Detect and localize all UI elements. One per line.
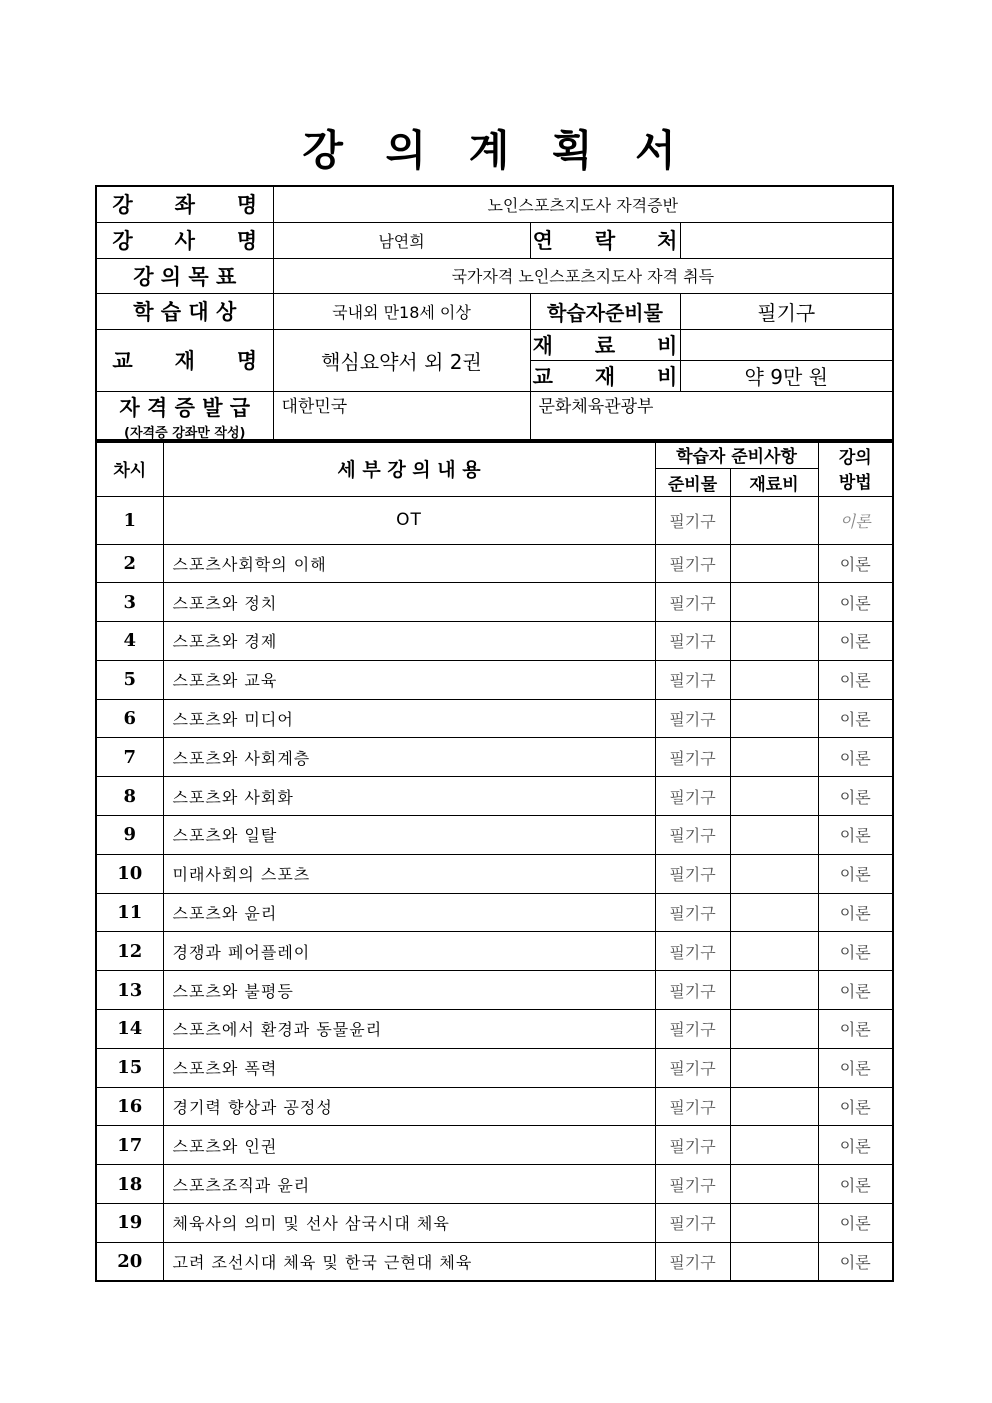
table-row: [96, 816, 893, 855]
textbook-value: 핵심요약서 외 2권: [273, 329, 530, 391]
session-fee: [730, 1087, 818, 1126]
session-method: 이론: [818, 583, 893, 622]
header-method: [818, 440, 893, 496]
session-fee: [730, 1204, 818, 1243]
session-number: 4: [96, 622, 163, 661]
session-content: 경기력 향상과 공정성: [163, 1087, 655, 1126]
table-row: [96, 496, 893, 544]
session-method: 이론: [818, 544, 893, 583]
goal-label: 강 의 목 표: [96, 258, 273, 293]
session-number: 11: [96, 893, 163, 932]
session-number: 17: [96, 1126, 163, 1165]
course-name-label: 강 좌 명: [96, 186, 273, 222]
session-fee: [730, 699, 818, 738]
session-content: 스포츠와 불평등: [163, 971, 655, 1010]
session-number: 18: [96, 1165, 163, 1204]
session-prep: 필기구: [655, 1048, 730, 1087]
textbook-fee-label: 교 재 비: [530, 360, 680, 391]
instructor-value: 남연희: [273, 222, 530, 258]
course-info-table: [95, 185, 894, 443]
session-method: 이론: [818, 893, 893, 932]
table-row: [96, 854, 893, 893]
session-number: 1: [96, 496, 163, 544]
session-fee: [730, 893, 818, 932]
session-method: 이론: [818, 1010, 893, 1049]
session-fee: [730, 971, 818, 1010]
session-method: 이론: [818, 738, 893, 777]
session-number: 6: [96, 699, 163, 738]
header-prep-group: 학습자 준비사항: [655, 440, 818, 468]
session-prep: 필기구: [655, 854, 730, 893]
session-number: 2: [96, 544, 163, 583]
session-content: 스포츠와 사회계층: [163, 738, 655, 777]
session-fee: [730, 660, 818, 699]
session-content: 스포츠와 경제: [163, 622, 655, 661]
page-title: 강 의 계 획 서: [302, 126, 690, 175]
session-fee: [730, 1010, 818, 1049]
session-fee: [730, 1165, 818, 1204]
session-fee: [730, 738, 818, 777]
session-fee: [730, 1242, 818, 1281]
session-prep: 필기구: [655, 1242, 730, 1281]
table-row: [96, 1010, 893, 1049]
session-number: 14: [96, 1010, 163, 1049]
session-method: 이론: [818, 496, 893, 544]
cert-label-main: 자 격 증 발 급: [119, 395, 251, 420]
table-row: [96, 1087, 893, 1126]
table-row: [96, 738, 893, 777]
cert-agency-value: 문화체육관광부: [530, 391, 893, 442]
goal-value: 국가자격 노인스포츠지도사 자격 취득: [273, 258, 893, 293]
session-prep: 필기구: [655, 777, 730, 816]
session-method: 이론: [818, 1087, 893, 1126]
table-row: [96, 777, 893, 816]
cert-country-value: 대한민국: [273, 391, 530, 442]
cert-label-sub: (자격증 강좌만 작성): [124, 425, 246, 441]
session-content: 스포츠조직과 윤리: [163, 1165, 655, 1204]
table-row: [96, 699, 893, 738]
material-fee-label: 재 료 비: [530, 329, 680, 360]
session-prep: 필기구: [655, 932, 730, 971]
session-number: 13: [96, 971, 163, 1010]
session-content: OT: [163, 496, 655, 544]
material-fee-value: [680, 329, 893, 360]
target-label: 학 습 대 상: [96, 293, 273, 329]
session-number: 19: [96, 1204, 163, 1243]
session-content: 체육사의 의미 및 선사 삼국시대 체육: [163, 1204, 655, 1243]
session-prep: 필기구: [655, 660, 730, 699]
lecture-plan-table: [95, 439, 894, 1282]
session-prep: 필기구: [655, 583, 730, 622]
table-row: [96, 583, 893, 622]
session-fee: [730, 1126, 818, 1165]
session-method: 이론: [818, 1048, 893, 1087]
header-session: 차시: [96, 440, 163, 496]
table-row: [96, 1165, 893, 1204]
session-number: 3: [96, 583, 163, 622]
session-prep: 필기구: [655, 1165, 730, 1204]
session-number: 12: [96, 932, 163, 971]
course-name-value: 노인스포츠지도사 자격증반: [273, 186, 893, 222]
session-method: 이론: [818, 699, 893, 738]
session-content: 스포츠와 교육: [163, 660, 655, 699]
session-method: 이론: [818, 777, 893, 816]
table-row: [96, 971, 893, 1010]
session-content: 스포츠와 윤리: [163, 893, 655, 932]
session-method: 이론: [818, 854, 893, 893]
session-content: 스포츠와 사회화: [163, 777, 655, 816]
table-row: [96, 1204, 893, 1243]
session-method: 이론: [818, 971, 893, 1010]
session-method: 이론: [818, 1242, 893, 1281]
session-fee: [730, 544, 818, 583]
prep-label: 학습자준비물: [530, 293, 680, 329]
session-prep: 필기구: [655, 971, 730, 1010]
prep-value: 필기구: [680, 293, 893, 329]
cert-label: [96, 391, 273, 442]
session-prep: 필기구: [655, 544, 730, 583]
session-content: 고려 조선시대 체육 및 한국 근현대 체육: [163, 1242, 655, 1281]
session-method: 이론: [818, 1204, 893, 1243]
table-row: [96, 893, 893, 932]
session-fee: [730, 816, 818, 855]
session-method: 이론: [818, 660, 893, 699]
session-number: 9: [96, 816, 163, 855]
header-prep-items: 준비물: [655, 468, 730, 496]
session-content: 스포츠와 정치: [163, 583, 655, 622]
table-row: [96, 660, 893, 699]
textbook-fee-value: 약 9만 원: [680, 360, 893, 391]
session-content: 스포츠와 일탈: [163, 816, 655, 855]
header-method-line2: 방법: [838, 473, 872, 494]
textbook-label: 교 재 명: [96, 329, 273, 391]
session-fee: [730, 622, 818, 661]
header-method-line1: 강의: [838, 448, 872, 469]
session-prep: 필기구: [655, 1087, 730, 1126]
session-fee: [730, 854, 818, 893]
session-content: 경쟁과 페어플레이: [163, 932, 655, 971]
session-method: 이론: [818, 1126, 893, 1165]
session-fee: [730, 583, 818, 622]
session-content: 스포츠와 미디어: [163, 699, 655, 738]
session-prep: 필기구: [655, 1010, 730, 1049]
table-row: [96, 1242, 893, 1281]
session-prep: 필기구: [655, 1204, 730, 1243]
plan-rows: [96, 496, 893, 1281]
session-method: 이론: [818, 622, 893, 661]
table-row: [96, 1126, 893, 1165]
session-prep: 필기구: [655, 738, 730, 777]
session-prep: 필기구: [655, 893, 730, 932]
session-prep: 필기구: [655, 622, 730, 661]
session-prep: 필기구: [655, 816, 730, 855]
session-number: 10: [96, 854, 163, 893]
session-prep: 필기구: [655, 699, 730, 738]
session-number: 16: [96, 1087, 163, 1126]
session-content: 스포츠에서 환경과 동물윤리: [163, 1010, 655, 1049]
table-row: [96, 1048, 893, 1087]
session-prep: 필기구: [655, 496, 730, 544]
session-fee: [730, 777, 818, 816]
session-number: 8: [96, 777, 163, 816]
header-content: 세 부 강 의 내 용: [163, 440, 655, 496]
session-content: 스포츠사회학의 이해: [163, 544, 655, 583]
session-content: 스포츠와 인권: [163, 1126, 655, 1165]
header-prep-fee: 재료비: [730, 468, 818, 496]
session-method: 이론: [818, 932, 893, 971]
session-method: 이론: [818, 1165, 893, 1204]
session-fee: [730, 932, 818, 971]
contact-value: [680, 222, 893, 258]
contact-label: 연 락 처: [530, 222, 680, 258]
instructor-label: 강 사 명: [96, 222, 273, 258]
session-number: 7: [96, 738, 163, 777]
session-fee: [730, 1048, 818, 1087]
session-fee: [730, 496, 818, 544]
session-content: 미래사회의 스포츠: [163, 854, 655, 893]
table-row: [96, 622, 893, 661]
session-number: 15: [96, 1048, 163, 1087]
target-value: 국내외 만18세 이상: [273, 293, 530, 329]
session-number: 20: [96, 1242, 163, 1281]
session-method: 이론: [818, 816, 893, 855]
table-row: [96, 544, 893, 583]
table-row: [96, 932, 893, 971]
session-prep: 필기구: [655, 1126, 730, 1165]
session-number: 5: [96, 660, 163, 699]
session-content: 스포츠와 폭력: [163, 1048, 655, 1087]
